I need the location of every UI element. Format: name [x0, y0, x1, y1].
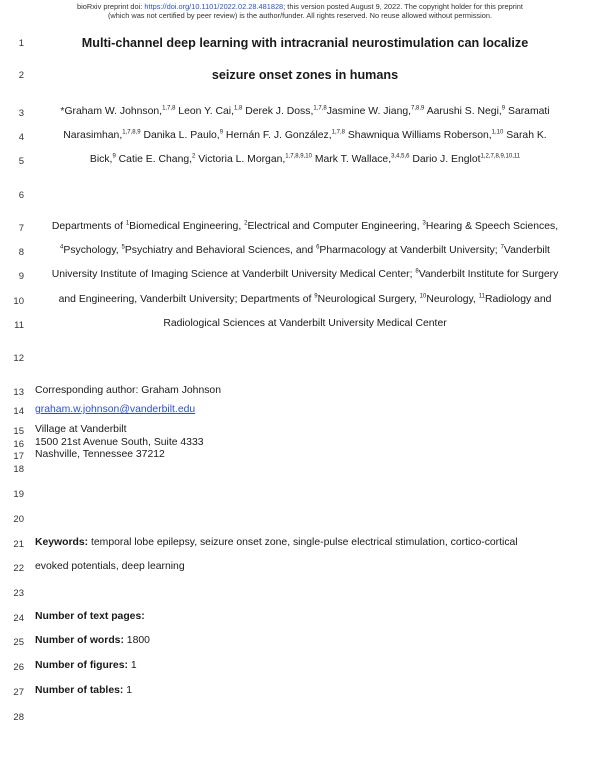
affiliation-superscript: 1,10 — [491, 129, 504, 136]
preprint-header-line2: (which was not certified by peer review) is the author/funder. All rights reserved. No reuse allowed without permission. — [107, 11, 493, 20]
affiliation-superscript: 6 — [316, 244, 320, 251]
line-number: 21 — [13, 539, 24, 550]
line-number: 2 — [18, 70, 24, 81]
text-segment: Psychiatry and Behavioral Sciences, and — [124, 245, 317, 256]
affiliation-line — [30, 294, 580, 305]
affiliation-line — [30, 245, 580, 256]
text-segment: Victoria L. Morgan, — [195, 154, 286, 165]
line-number: 3 — [18, 108, 24, 119]
affiliation-line — [30, 269, 580, 280]
line-number: 17 — [13, 451, 24, 462]
text-segment: Psychology, — [63, 245, 122, 256]
text-segment: Hearing & Speech Sciences, — [425, 221, 559, 232]
text-segment: Catie E. Chang, — [115, 154, 193, 165]
email-link[interactable]: graham.w.johnson@vanderbilt.edu — [35, 404, 196, 415]
affiliation-superscript: 1,8 — [233, 105, 243, 112]
affiliation-superscript: 1,7,8 — [331, 129, 345, 136]
line-number: 15 — [13, 426, 24, 437]
affiliation-superscript: 3,4,5,6 — [391, 153, 410, 160]
affiliation-superscript: 9 — [501, 105, 506, 112]
text-segment: *Graham W. Johnson, — [60, 106, 163, 117]
text-segment: Hernán F. J. González, — [223, 130, 332, 141]
corresponding-author: Corresponding author: Graham Johnson — [35, 385, 221, 396]
line-number: 4 — [18, 132, 24, 143]
figures-stat — [35, 660, 137, 671]
words-value: 1800 — [123, 635, 150, 646]
text-pages-stat — [35, 611, 145, 622]
line-number: 14 — [13, 406, 24, 417]
affiliation-superscript: 1 — [125, 220, 130, 227]
text-segment: Leon Y. Cai, — [175, 106, 234, 117]
text-segment: Sarah K. — [503, 130, 547, 141]
text-segment: Radiology and — [484, 294, 552, 305]
text-segment: Mark T. Wallace, — [311, 154, 392, 165]
text-segment: Bick, — [89, 154, 113, 165]
text-segment: University Institute of Imaging Science at Vanderbilt University Medical Center; — [51, 269, 416, 280]
keywords-line1 — [35, 537, 518, 548]
author-line — [30, 154, 580, 165]
line-number: 19 — [13, 489, 24, 500]
text-segment: Aarushi S. Negi, — [424, 106, 502, 117]
affiliation-superscript: 10 — [419, 293, 427, 300]
text-segment: Derek J. Doss, — [242, 106, 314, 117]
tables-label: Number of tables: — [35, 685, 124, 696]
line-number: 5 — [18, 156, 24, 167]
text-segment: Radiological Sciences at Vanderbilt University Medical Center — [163, 318, 447, 329]
text-segment: Pharmacology at Vanderbilt University; — [319, 245, 501, 256]
text-segment: Biomedical Engineering, — [129, 221, 245, 232]
line-number: 8 — [18, 247, 24, 258]
line-number: 24 — [13, 613, 24, 624]
figures-label: Number of figures: — [35, 660, 128, 671]
address-line: 1500 21st Avenue South, Suite 4333 — [35, 437, 204, 448]
text-segment: Neurological Surgery, — [317, 294, 420, 305]
affiliation-superscript: 1,2,7,8,9,10,11 — [480, 153, 521, 160]
affiliation-superscript: 11 — [478, 293, 485, 300]
line-number: 12 — [13, 353, 24, 364]
tables-stat — [35, 685, 132, 696]
affiliation-superscript: 8 — [415, 268, 419, 275]
line-number: 9 — [18, 271, 24, 282]
line-number: 27 — [13, 687, 24, 698]
affiliation-superscript: 9 — [219, 129, 224, 136]
preprint-header-line1 — [0, 2, 600, 11]
affiliation-superscript: 1,7,8,9 — [122, 129, 141, 136]
paper-title-line2: seizure onset zones in humans — [211, 68, 399, 82]
line-number: 6 — [18, 190, 24, 201]
doi-link[interactable]: https://doi.org/10.1101/2022.02.28.481828 — [144, 2, 284, 11]
line-number: 22 — [13, 563, 24, 574]
address-line: Nashville, Tennessee 37212 — [35, 449, 165, 460]
text-segment: and Engineering, Vanderbilt University; Departments of — [58, 294, 315, 305]
text-segment: Dario J. Englot — [409, 154, 481, 165]
line-number: 28 — [13, 712, 24, 723]
paper-title-line1: Multi-channel deep learning with intracranial neurostimulation can localize — [81, 36, 529, 50]
affiliation-superscript: 2 — [192, 153, 196, 160]
words-stat — [35, 635, 150, 646]
line-number: 11 — [14, 320, 24, 331]
line-number: 10 — [13, 296, 24, 307]
affiliation-line — [30, 221, 580, 232]
text-segment: Neurology, — [426, 294, 479, 305]
text-segment: Electrical and Computer Engineering, — [247, 221, 423, 232]
line-number: 20 — [13, 514, 24, 525]
line-number: 26 — [13, 662, 24, 673]
affiliation-line — [30, 318, 580, 329]
header-suffix: ; this version posted August 9, 2022. The copyright holder for this preprint — [283, 2, 523, 11]
text-segment: Saramati — [505, 106, 550, 117]
text-segment: Vanderbilt — [503, 245, 550, 256]
text-pages-label: Number of text pages: — [35, 611, 145, 622]
line-number: 18 — [13, 464, 24, 475]
keywords-text: temporal lobe epilepsy, seizure onset zone, single-pulse electrical stimulation, cortico-cortical — [88, 537, 518, 548]
author-line — [30, 130, 580, 141]
author-line — [30, 106, 580, 117]
figures-value: 1 — [127, 660, 137, 671]
line-number: 23 — [13, 588, 24, 599]
address-line: Village at Vanderbilt — [35, 424, 127, 435]
line-number: 16 — [13, 439, 24, 450]
text-segment: Vanderbilt Institute for Surgery — [418, 269, 559, 280]
affiliation-superscript: 4 — [60, 244, 64, 251]
tables-value: 1 — [123, 685, 133, 696]
affiliation-superscript: 2 — [244, 220, 248, 227]
text-segment: Shawniqua Williams Roberson, — [344, 130, 492, 141]
text-segment: Departments of — [51, 221, 126, 232]
affiliation-superscript: 9 — [314, 293, 318, 300]
affiliation-superscript: 5 — [121, 244, 125, 251]
words-label: Number of words: — [35, 635, 124, 646]
affiliation-superscript: 7,8,9 — [411, 105, 425, 112]
text-segment: Jasmine W. Jiang, — [326, 106, 412, 117]
text-segment: Narasimhan, — [63, 130, 123, 141]
text-segment: Danika L. Paulo, — [140, 130, 220, 141]
affiliation-superscript: 3 — [422, 220, 426, 227]
affiliation-superscript: 1,7,8 — [162, 105, 176, 112]
line-number: 1 — [18, 38, 24, 49]
affiliation-superscript: 9 — [112, 153, 116, 160]
line-number: 25 — [13, 637, 24, 648]
keywords-label: Keywords: — [35, 537, 89, 548]
keywords-line2: evoked potentials, deep learning — [35, 561, 185, 572]
line-number: 7 — [18, 223, 24, 234]
affiliation-superscript: 7 — [500, 244, 504, 251]
affiliation-superscript: 1,7,8 — [313, 105, 327, 112]
line-number: 13 — [13, 387, 24, 398]
affiliation-superscript: 1,7,8,9,10 — [285, 153, 312, 160]
header-prefix: bioRxiv preprint doi: — [77, 2, 145, 11]
